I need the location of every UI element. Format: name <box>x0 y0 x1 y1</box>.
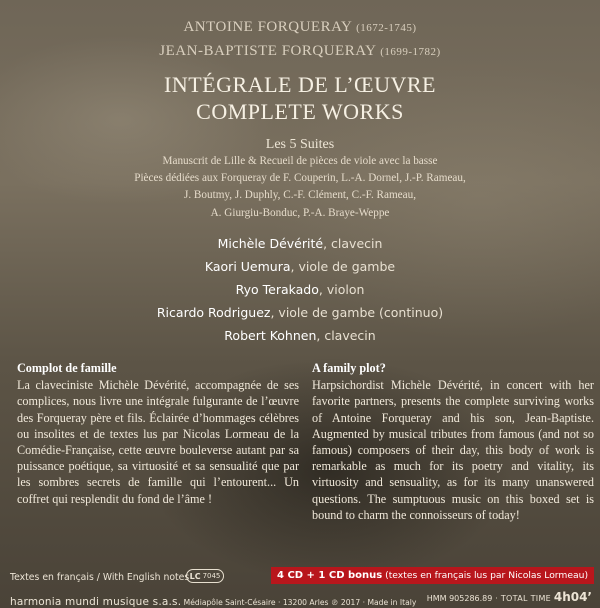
bonus-main: 4 CD + 1 CD bonus <box>277 570 383 581</box>
catalog-line <box>427 590 592 604</box>
performer-role: , viole de gambe (continuo) <box>270 305 444 320</box>
performer-line <box>0 305 600 320</box>
title-line-2: COMPLETE WORKS <box>196 99 404 124</box>
bonus-note: (textes en français lus par Nicolas Lormeau) <box>382 570 589 581</box>
performer-role: , viole de gambe <box>290 259 396 274</box>
title-line-1: INTÉGRALE DE L’ŒUVRE <box>164 72 436 97</box>
performer-line <box>0 236 600 251</box>
lc-code: 7045 <box>202 572 221 580</box>
french-heading: Complot de famille <box>17 361 117 375</box>
suites-subtitle: Les 5 Suites <box>265 137 335 152</box>
label-name: harmonia mundi musique s.a.s. <box>10 596 182 608</box>
composer-dates: (1699-1782) <box>380 46 441 58</box>
performer-name: Ricardo Rodriguez <box>156 305 271 320</box>
languages-note: Textes en français / With English notes <box>10 572 190 583</box>
total-time-value: 4h04’ <box>553 590 592 604</box>
lc-prefix: LC <box>189 571 201 581</box>
performer-line <box>0 259 600 274</box>
bonus-banner <box>271 567 594 584</box>
publisher-line <box>10 590 416 608</box>
french-body: La claveciniste Michèle Dévérité, accompagnée de ses complices, nous livre une intégrale fulgurante de l’œuvre des Forqueray père et fils. Éclairée d’hommages célèbres ou insolites et de textes lus par Nicolas Lormeau de la Comédie-Française, cette œuvre bouleverse autant par sa puissance poétique, sa virtuosité et sa sensualité que par les sombres secrets de famille qui l’entourent... Un coffret qui resplendit du fond de l’âme ! <box>17 378 299 506</box>
english-heading: A family plot? <box>312 361 386 375</box>
performer-name: Michèle Dévérité <box>217 236 324 251</box>
performer-line <box>0 282 600 297</box>
composer-line-2 <box>0 43 600 60</box>
sources-line-2: Pièces dédiées aux Forqueray de F. Couperin, L.-A. Dornel, J.-P. Rameau, <box>134 172 466 184</box>
english-text-block <box>312 360 594 523</box>
publisher-address: Médiapôle Saint-Césaire · 13200 Arles ℗ 2017 · Made in Italy <box>181 598 417 607</box>
french-text-block <box>17 360 299 507</box>
label-code-logo <box>186 569 224 583</box>
sources-line-4: A. Giurgiu-Bonduc, P.-A. Braye-Weppe <box>210 207 390 219</box>
performer-role: , violon <box>318 282 365 297</box>
sources-line-3: J. Boutmy, J. Duphly, C.-F. Clément, C.-F. Rameau, <box>183 189 416 201</box>
catalog-number: HMM 905286.89 <box>426 594 493 603</box>
english-body: Harpsichordist Michèle Dévérité, in concert with her favorite partners, presents the complete surviving works of Antoine Forqueray and his son, Jean-Baptiste. Augmented by musical tributes from famous (and not so famous) composers of their day, this body of work is remarkable as much for its poetry and vitality, its virtuosity and sensuality, as for its many unanswered questions. The sumptuous music on this boxed set is bound to charm the connoisseurs of today! <box>312 378 594 522</box>
total-time-label: · TOTAL TIME <box>492 594 554 603</box>
composer-name: ANTOINE FORQUERAY <box>183 19 352 35</box>
performer-name: Robert Kohnen <box>224 328 317 343</box>
sources-line-1: Manuscrit de Lille & Recueil de pièces de viole avec la basse <box>162 155 438 167</box>
performer-name: Kaori Uemura <box>204 259 291 274</box>
performer-name: Ryo Terakado <box>235 282 319 297</box>
composer-line-1 <box>0 19 600 36</box>
composer-dates: (1672-1745) <box>356 22 417 34</box>
performer-role: , clavecin <box>323 236 383 251</box>
performer-line <box>0 328 600 343</box>
performer-role: , clavecin <box>316 328 376 343</box>
composer-name: JEAN-BAPTISTE FORQUERAY <box>159 43 376 59</box>
